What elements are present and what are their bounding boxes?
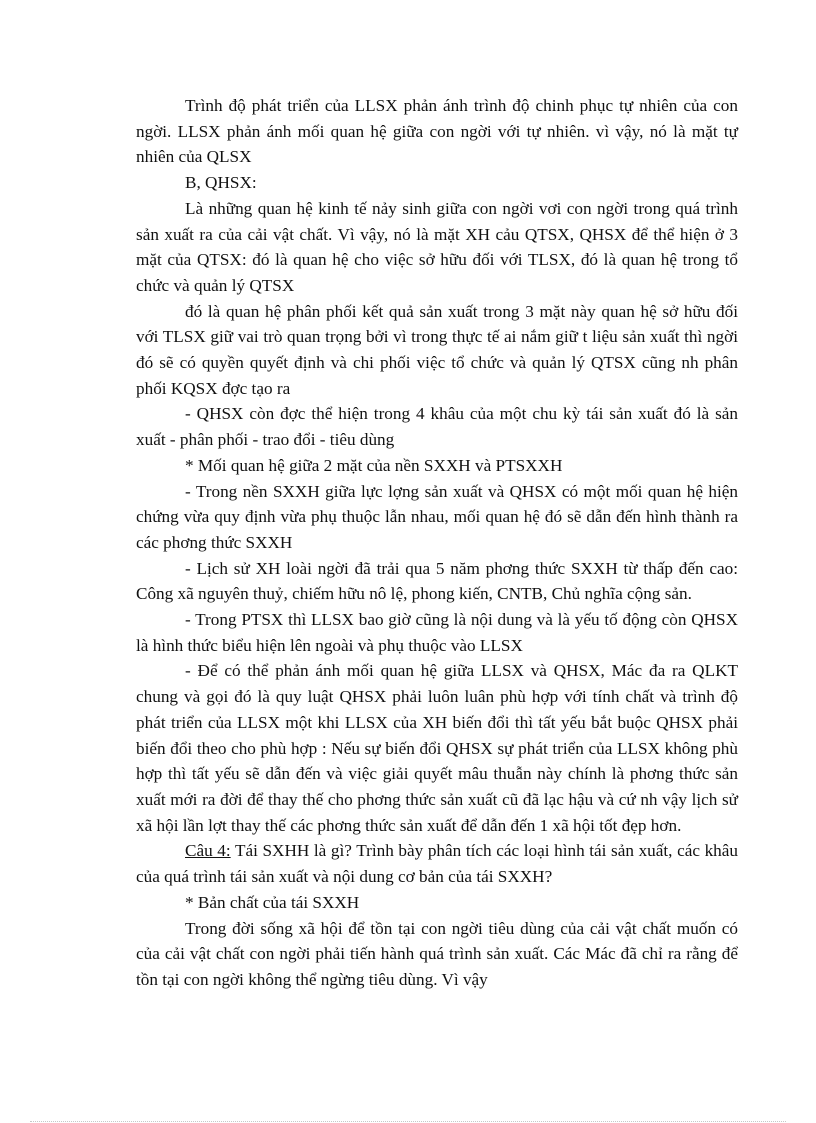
question-4-paragraph <box>136 838 738 889</box>
paragraph-llsx-development: Trình độ phát triển của LLSX phản ánh trình độ chinh phục tự nhiên của con ngời. LLSX phản ánh mối quan hệ giữa con ngời với tự nhiên. vì vậy, nó là mặt tự nhiên của QLSX <box>136 96 738 167</box>
subheading-nature-of-reproduction: * Bản chất của tái SXXH <box>185 892 360 912</box>
page-bottom-divider <box>30 1121 786 1122</box>
question-4-text: Tái SXHH là gì? Trình bày phân tích các loại hình tái sản xuất, các khâu của quá trình tái sản xuất và nội dung cơ bản của tái SXXH? <box>136 841 738 887</box>
subheading-two-aspects: * Mối quan hệ giữa 2 mặt của nền SXXH và PTSXXH <box>185 455 563 475</box>
paragraph-five-modes: - Lịch sử XH loài ngời đã trải qua 5 năm phơng thức SXXH từ thấp đến cao: Công xã nguyên thuỷ, chiếm hữu nô lệ, phong kiến, CNTB, Chủ nghĩa cộng sản. <box>136 558 738 604</box>
section-heading-qhsx: B, QHSX: <box>185 173 257 193</box>
paragraph-qhsx-definition: Là những quan hệ kinh tế nảy sinh giữa con ngời vơi con ngời trong quá trình sản xuất ra của cải vật chất. Vì vậy, nó là mặt XH cảu QTSX, QHSX để thể hiện ở 3 mặt của QTSX: đó là quan hệ cho việc sở hữu đối với TLSX, đó là quan hệ trong tổ chức và quản lý QTSX <box>136 198 738 295</box>
paragraph-dialectical-relation: - Trong nền SXXH giữa lực lợng sản xuất và QHSX có một mối quan hệ hiện chứng vừa quy định vừa phụ thuộc lẫn nhau, mối quan hệ đó sẽ dẫn đến hình thành ra các phơng thức SXXH <box>136 481 738 552</box>
question-4-label: Câu 4: <box>185 841 231 861</box>
document-body <box>136 93 738 993</box>
paragraph-content-form: - Trong PTSX thì LLSX bao giờ cũng là nội dung và là yếu tố động còn QHSX là hình thức biểu hiện lên ngoài và phụ thuộc vào LLSX <box>136 610 738 655</box>
paragraph-social-life: Trong đời sống xã hội để tồn tại con ngời tiêu dùng của cải vật chất muốn có của cải vật chất con ngời phải tiến hành quá trình sản xuất. Các Mác đã chỉ ra rằng để tồn tại con ngời không thể ngừng tiêu dùng. Vì vậy <box>136 918 738 989</box>
paragraph-distribution-relations: đó là quan hệ phân phối kết quả sản xuất trong 3 mặt này quan hệ sở hữu đối với TLSX giữ vai trò quan trọng bởi vì trong thực tế ai nắm giữ t liệu sản xuất thì ngời đó sẽ có quyền quyết định và chi phối việc tổ chức và quản lý QTSX cũng nh phân phối KQSX đợc tạo ra <box>136 301 738 398</box>
paragraph-four-stages: - QHSX còn đợc thể hiện trong 4 khâu của một chu kỳ tái sản xuất đó là sản xuất - phân phối - trao đổi - tiêu dùng <box>136 404 738 450</box>
paragraph-marx-law: - Để có thể phản ánh mối quan hệ giữa LLSX và QHSX, Mác đa ra QLKT chung và gọi đó là quy luật QHSX phải luôn luân phù hợp với tính chất và trình độ phát triển của LLSX một khi LLSX của XH biến đổi thì tất yếu bắt buộc QHSX phải biến đổi theo cho phù hợp : Nếu sự biến đổi QHSX sự phát triển của LLSX không phù hợp thì tất yếu sẽ dẫn đến và việc giải quyết mâu thuẫn này chính là phơng thức sản xuất mới ra đời để thay thế cho phơng thức sản xuất cũ đã lạc hậu và cứ nh vậy lịch sử xã hội lần lợt thay thế các phơng thức sản xuất để dẫn đến 1 xã hội tốt đẹp hơn. <box>136 661 738 835</box>
